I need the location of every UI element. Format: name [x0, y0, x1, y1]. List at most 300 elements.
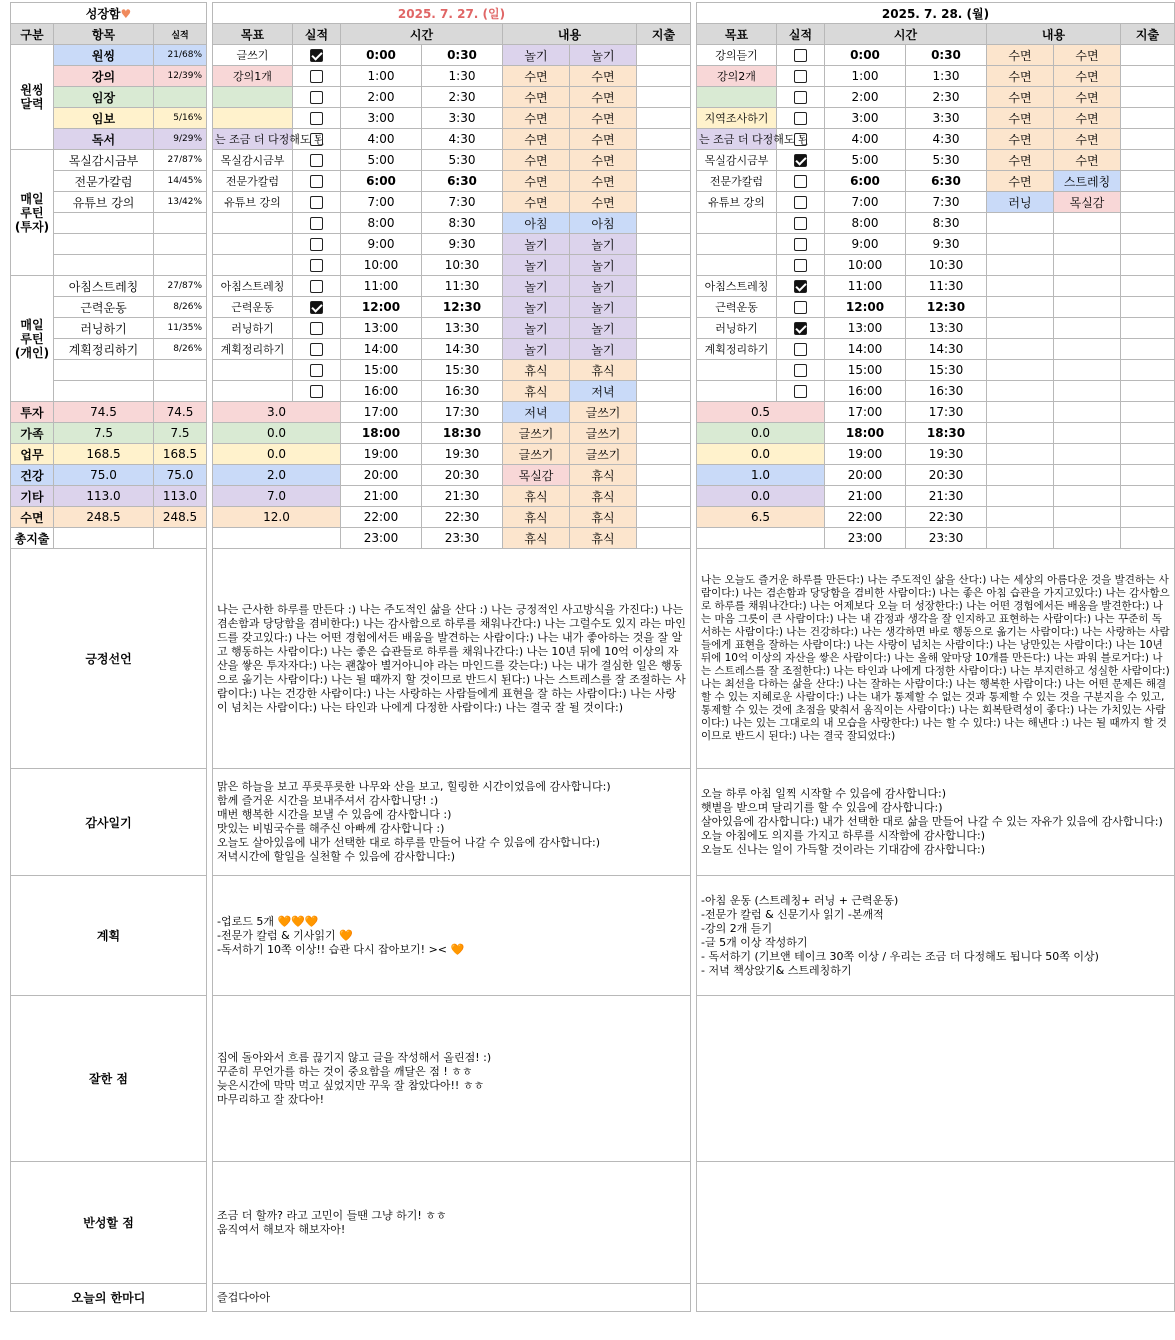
activity-cell[interactable]: 스트레칭 [1054, 171, 1121, 192]
activity-cell[interactable]: 휴식 [503, 360, 570, 381]
col-header-hangmok: 항목 [54, 24, 154, 45]
goal-cell[interactable]: 전문가칼럼 [697, 171, 777, 192]
expense-cell[interactable] [637, 297, 691, 318]
item-name[interactable] [54, 381, 154, 402]
checkbox[interactable] [794, 238, 807, 251]
expense-cell[interactable] [1121, 423, 1175, 444]
activity-cell[interactable]: 수면 [503, 171, 570, 192]
item-name[interactable]: 목실감시금부 [54, 150, 154, 171]
checkbox[interactable] [794, 280, 807, 293]
activity-cell[interactable]: 수면 [1054, 66, 1121, 87]
summary-label: 가족 [11, 423, 54, 444]
expense-cell[interactable] [1121, 339, 1175, 360]
time-cell [341, 297, 503, 318]
section-text-oneword[interactable] [697, 1284, 1175, 1312]
goal-cell[interactable]: 유튜브 강의 [697, 192, 777, 213]
activity-cell[interactable] [987, 465, 1054, 486]
item-name[interactable]: 아침스트레칭 [54, 276, 154, 297]
goal-cell[interactable] [697, 234, 777, 255]
section-text-plan[interactable]: -아침 운동 (스트레칭+ 러닝 + 근력운동) -전문가 칼럼 & 신문기사 읽기 -본깨적 -강의 2개 듣기 -글 5개 이상 작성하기 - 독서하기 (기브앤 테이크 30쪽 이상 / 우리는 조금 더 다정해도 됩니다 50쪽 이상) - 저녁 책상앉기& 스트레칭하기 [697, 876, 1175, 996]
goal-cell[interactable]: 전문가칼럼 [213, 171, 293, 192]
checkbox[interactable] [794, 196, 807, 209]
activity-cell[interactable]: 놀기 [503, 339, 570, 360]
summary-value-a: 168.5 [54, 444, 154, 465]
expense-cell[interactable] [1121, 381, 1175, 402]
time-end: 21:30 [444, 489, 480, 503]
activity-cell[interactable] [987, 234, 1054, 255]
activity-cell[interactable] [1054, 507, 1121, 528]
time-cell [341, 276, 503, 297]
activity-cell[interactable] [1054, 360, 1121, 381]
activity-cell[interactable]: 휴식 [503, 381, 570, 402]
section-row [213, 549, 691, 769]
checkbox[interactable] [794, 385, 807, 398]
activity-cell[interactable] [1054, 423, 1121, 444]
goal-cell[interactable] [213, 213, 293, 234]
activity-cell[interactable]: 놀기 [503, 318, 570, 339]
checkbox[interactable] [310, 280, 323, 293]
checkbox[interactable] [310, 343, 323, 356]
activity-cell[interactable] [987, 297, 1054, 318]
activity-cell[interactable]: 수면 [987, 150, 1054, 171]
activity-cell[interactable] [1054, 255, 1121, 276]
expense-cell[interactable] [1121, 465, 1175, 486]
activity-cell[interactable]: 수면 [570, 66, 637, 87]
activity-cell[interactable]: 수면 [570, 108, 637, 129]
activity-cell[interactable]: 수면 [570, 150, 637, 171]
expense-cell[interactable] [637, 255, 691, 276]
expense-cell[interactable] [637, 423, 691, 444]
expense-cell[interactable] [637, 507, 691, 528]
activity-cell[interactable]: 놀기 [503, 255, 570, 276]
expense-cell[interactable] [637, 465, 691, 486]
schedule-row [697, 171, 1175, 192]
activity-cell[interactable]: 저녁 [570, 381, 637, 402]
schedule-row [213, 339, 691, 360]
section-text-reflect[interactable]: 조금 더 할까? 라고 고민이 들땐 그냥 하기! ㅎㅎ 움직여서 해보자 해보자아! [213, 1162, 691, 1284]
activity-cell[interactable]: 글쓰기 [570, 444, 637, 465]
category-total: 7.0 [213, 486, 341, 507]
time-end: 7:30 [448, 195, 476, 209]
activity-cell[interactable]: 아침 [570, 213, 637, 234]
activity-cell[interactable]: 수면 [987, 87, 1054, 108]
activity-cell[interactable]: 휴식 [570, 507, 637, 528]
goal-cell[interactable] [697, 381, 777, 402]
goal-cell[interactable]: 글쓰기 [213, 45, 293, 66]
activity-cell[interactable] [1054, 213, 1121, 234]
checkbox[interactable] [310, 133, 323, 146]
item-name[interactable]: 근력운동 [54, 297, 154, 318]
goal-cell[interactable] [213, 87, 293, 108]
checkbox[interactable] [310, 385, 323, 398]
activity-cell[interactable]: 놀기 [503, 276, 570, 297]
time-pair [341, 297, 502, 317]
time-start: 22:00 [825, 507, 906, 527]
time-cell [341, 129, 503, 150]
goal-cell[interactable]: 강의1개 [213, 66, 293, 87]
activity-cell[interactable]: 휴식 [570, 486, 637, 507]
goal-cell[interactable]: 지역조사하기 [697, 108, 777, 129]
goal-cell[interactable] [213, 234, 293, 255]
activity-cell[interactable] [987, 339, 1054, 360]
summary-row [213, 507, 691, 528]
goal-cell[interactable] [697, 87, 777, 108]
col-header-expense: 지출 [1121, 24, 1175, 45]
item-stat: 13/42% [154, 192, 207, 213]
activity-cell[interactable]: 휴식 [503, 507, 570, 528]
time-pair [341, 318, 502, 338]
checkbox[interactable] [794, 322, 807, 335]
expense-cell[interactable] [637, 150, 691, 171]
item-name[interactable]: 임장 [54, 87, 154, 108]
goal-cell[interactable] [213, 255, 293, 276]
check-cell [777, 45, 825, 66]
activity-cell[interactable]: 수면 [987, 129, 1054, 150]
expense-cell[interactable] [1121, 255, 1175, 276]
activity-cell[interactable]: 수면 [987, 108, 1054, 129]
goal-cell[interactable]: 는 조금 더 다정해도 된 [213, 129, 293, 150]
checkbox[interactable] [310, 217, 323, 230]
activity-cell[interactable]: 수면 [570, 192, 637, 213]
goal-cell[interactable]: 목실감시금부 [213, 150, 293, 171]
goal-cell[interactable]: 목실감시금부 [697, 150, 777, 171]
summary-row [11, 465, 207, 486]
expense-cell[interactable] [1121, 192, 1175, 213]
expense-cell[interactable] [1121, 444, 1175, 465]
activity-cell[interactable]: 놀기 [503, 234, 570, 255]
checkbox[interactable] [310, 322, 323, 335]
checkbox[interactable] [310, 259, 323, 272]
expense-cell[interactable] [637, 192, 691, 213]
schedule-row [213, 297, 691, 318]
category-total: 0.0 [213, 423, 341, 444]
activity-cell[interactable]: 수면 [570, 171, 637, 192]
expense-cell[interactable] [1121, 171, 1175, 192]
activity-cell[interactable]: 글쓰기 [570, 402, 637, 423]
goal-cell[interactable] [213, 381, 293, 402]
goal-cell[interactable]: 러닝하기 [697, 318, 777, 339]
schedule-row [697, 381, 1175, 402]
expense-cell[interactable] [1121, 234, 1175, 255]
checkbox[interactable] [310, 154, 323, 167]
expense-cell[interactable] [637, 234, 691, 255]
expense-cell[interactable] [637, 66, 691, 87]
section-row [11, 769, 207, 876]
section-text-reflect[interactable] [697, 1162, 1175, 1284]
activity-cell[interactable] [987, 213, 1054, 234]
checkbox[interactable] [794, 112, 807, 125]
item-name[interactable]: 독서 [54, 129, 154, 150]
activity-cell[interactable]: 놀기 [570, 234, 637, 255]
activity-cell[interactable]: 휴식 [503, 528, 570, 549]
activity-cell[interactable]: 글쓰기 [570, 423, 637, 444]
time-pair [341, 381, 502, 401]
schedule-row [697, 297, 1175, 318]
activity-cell[interactable] [1054, 234, 1121, 255]
goal-cell[interactable] [697, 255, 777, 276]
goal-cell[interactable] [697, 213, 777, 234]
check-cell [293, 108, 341, 129]
goal-cell[interactable]: 러닝하기 [213, 318, 293, 339]
item-name[interactable] [54, 234, 154, 255]
checkbox[interactable] [310, 301, 323, 314]
category-total [697, 528, 825, 549]
expense-cell[interactable] [637, 213, 691, 234]
activity-cell[interactable]: 휴식 [570, 465, 637, 486]
expense-cell[interactable] [1121, 87, 1175, 108]
activity-cell[interactable]: 놀기 [570, 255, 637, 276]
expense-cell[interactable] [1121, 528, 1175, 549]
checkbox[interactable] [794, 91, 807, 104]
goal-cell[interactable]: 계획정리하기 [213, 339, 293, 360]
checkbox[interactable] [310, 364, 323, 377]
activity-cell[interactable] [987, 444, 1054, 465]
checkbox[interactable] [794, 259, 807, 272]
heart-icon: ♥ [120, 6, 132, 21]
activity-cell[interactable]: 수면 [570, 129, 637, 150]
item-name[interactable] [54, 360, 154, 381]
checkbox[interactable] [794, 133, 807, 146]
time-start: 9:00 [341, 234, 422, 254]
col-header-silcheok: 실적 [154, 24, 207, 45]
activity-cell[interactable]: 놀기 [570, 318, 637, 339]
activity-cell[interactable]: 휴식 [503, 486, 570, 507]
checkbox[interactable] [794, 343, 807, 356]
check-cell [777, 360, 825, 381]
expense-cell[interactable] [637, 87, 691, 108]
activity-cell[interactable] [987, 276, 1054, 297]
group-label: 매일 루틴 (개인) [11, 276, 54, 402]
activity-cell[interactable]: 놀기 [570, 339, 637, 360]
col-header-time: 시간 [341, 24, 503, 45]
expense-cell[interactable] [637, 318, 691, 339]
activity-cell[interactable] [1054, 276, 1121, 297]
section-label: 잘한 점 [11, 996, 207, 1162]
summary-label: 투자 [11, 402, 54, 423]
activity-cell[interactable]: 놀기 [570, 45, 637, 66]
goal-cell[interactable] [697, 360, 777, 381]
activity-cell[interactable] [987, 255, 1054, 276]
activity-cell[interactable] [987, 360, 1054, 381]
activity-cell[interactable]: 휴식 [570, 360, 637, 381]
activity-cell[interactable]: 수면 [1054, 108, 1121, 129]
expense-cell[interactable] [637, 528, 691, 549]
activity-cell[interactable]: 수면 [503, 150, 570, 171]
checkbox[interactable] [310, 91, 323, 104]
activity-cell[interactable]: 휴식 [570, 528, 637, 549]
checkbox[interactable] [794, 49, 807, 62]
activity-cell[interactable]: 수면 [987, 45, 1054, 66]
expense-cell[interactable] [1121, 213, 1175, 234]
goal-cell[interactable]: 는 조금 더 다정해도 된 [697, 129, 777, 150]
expense-cell[interactable] [637, 486, 691, 507]
activity-cell[interactable] [987, 486, 1054, 507]
activity-cell[interactable]: 러닝 [987, 192, 1054, 213]
time-cell [341, 108, 503, 129]
expense-cell[interactable] [1121, 360, 1175, 381]
expense-cell[interactable] [637, 171, 691, 192]
expense-cell[interactable] [637, 360, 691, 381]
section-text-oneword[interactable]: 즐겁다아아 [213, 1284, 691, 1312]
activity-cell[interactable]: 수면 [1054, 45, 1121, 66]
goal-cell[interactable]: 강의2개 [697, 66, 777, 87]
time-start: 2:00 [341, 87, 422, 107]
expense-cell[interactable] [1121, 66, 1175, 87]
category-total: 0.0 [697, 486, 825, 507]
activity-cell[interactable]: 놀기 [570, 297, 637, 318]
goal-cell[interactable]: 근력운동 [213, 297, 293, 318]
activity-cell[interactable]: 수면 [987, 171, 1054, 192]
time-pair [825, 108, 986, 128]
expense-cell[interactable] [1121, 108, 1175, 129]
activity-cell[interactable]: 수면 [1054, 87, 1121, 108]
checkbox[interactable] [310, 238, 323, 251]
expense-cell[interactable] [637, 444, 691, 465]
expense-cell[interactable] [637, 276, 691, 297]
activity-cell[interactable] [1054, 402, 1121, 423]
time-pair [825, 339, 986, 359]
activity-cell[interactable]: 수면 [503, 129, 570, 150]
item-stat: 27/87% [154, 150, 207, 171]
expense-cell[interactable] [637, 45, 691, 66]
item-name[interactable]: 계획정리하기 [54, 339, 154, 360]
section-text-good[interactable] [697, 996, 1175, 1162]
activity-cell[interactable]: 수면 [1054, 150, 1121, 171]
expense-cell[interactable] [1121, 45, 1175, 66]
expense-cell[interactable] [637, 402, 691, 423]
activity-cell[interactable] [1054, 444, 1121, 465]
activity-cell[interactable]: 놀기 [503, 45, 570, 66]
checkbox[interactable] [310, 196, 323, 209]
expense-cell[interactable] [1121, 402, 1175, 423]
activity-cell[interactable] [987, 318, 1054, 339]
expense-cell[interactable] [1121, 297, 1175, 318]
expense-cell[interactable] [637, 108, 691, 129]
schedule-row [213, 360, 691, 381]
activity-cell[interactable] [1054, 339, 1121, 360]
time-pair [341, 276, 502, 296]
activity-cell[interactable]: 수면 [503, 87, 570, 108]
goal-cell[interactable]: 강의듣기 [697, 45, 777, 66]
activity-cell[interactable] [1054, 318, 1121, 339]
item-name[interactable]: 강의 [54, 66, 154, 87]
section-text-gratitude[interactable]: 오늘 하루 아침 일찍 시작할 수 있음에 감사합니다:) 햇볕을 받으며 달리기를 할 수 있음에 감사합니다:) 살아있음에 감사합니다:) 내가 선택한 대로 삶을 만들어 나갈 수 있는 자유가 있음에 감사합니다:) 오늘 아침에도 의지를 가지고 하루를 시작함에 감사합니다:) 오늘도 신나는 일이 가득할 것이라는 기대감에 감사합니다:) [697, 769, 1175, 876]
expense-cell[interactable] [1121, 129, 1175, 150]
checkbox[interactable] [310, 70, 323, 83]
checkbox[interactable] [310, 112, 323, 125]
expense-cell[interactable] [1121, 276, 1175, 297]
section-text-affirmation[interactable]: 나는 근사한 하루를 만든다 :) 나는 주도적인 삶을 산다 :) 나는 긍정적인 사고방식을 가진다:) 나는 겸손함과 당당함을 겸비한다:) 나는 감사함으로 하루를 채워나간다:) 나는 그럴수도 있지 라는 마인드를 갖고있다:) 나는 어떤 경험에서든 배움을 발견하는 사람이다:) 나는 내가 좋아하는 것을 잘 알고 행동하는 사람이다:) 나는 좋은 습관들로 하루를 채워나간다:) 나는 10년 뒤에 10억 이상의 자산을 쌓은 투자자다:) 나는 괜찮아 별거아니야 라는 마인드를 갖는다:) 나는 내가 결심한 일은 행동으로 옮기는 사람이다:) 나는 될 때까지 할 것이므로 반드시 된다:) 나는 스트레스를 잘 조절하는 사람이다:) 나는 건강한 사람이다:) 나는 사랑하는 사람들에게 표현을 잘 하는 사람이다:) 나는 사랑이 넘치는 사람이다:) 나는 타인과 나에게 다정한 사람이다:) 나는 결국 잘 될 것이다:) [213, 549, 691, 769]
section-text-plan[interactable]: -업로드 5개 🧡🧡🧡 -전문가 칼럼 & 기사읽기 🧡 -독서하기 10쪽 이상!! 습관 다시 잡아보기! >< 🧡 [213, 876, 691, 996]
activity-cell[interactable]: 놀기 [570, 276, 637, 297]
item-stat: 9/29% [154, 129, 207, 150]
activity-cell[interactable]: 목실감 [503, 465, 570, 486]
section-text-good[interactable]: 집에 돌아와서 흐름 끊기지 않고 글을 작성해서 올린점! :) 꾸준히 무언가를 하는 것이 중요함을 깨달은 점 ! ㅎㅎ 늦은시간에 막막 먹고 싶었지만 꾸욱 잘 참았다아!! ㅎㅎ 마무리하고 잘 잤다아! [213, 996, 691, 1162]
activity-cell[interactable] [1054, 381, 1121, 402]
time-end: 16:30 [928, 384, 964, 398]
item-name[interactable]: 임보 [54, 108, 154, 129]
activity-cell[interactable]: 글쓰기 [503, 444, 570, 465]
time-end: 0:30 [931, 48, 961, 62]
section-row [697, 876, 1175, 996]
activity-cell[interactable] [987, 381, 1054, 402]
activity-cell[interactable]: 수면 [503, 192, 570, 213]
expense-cell[interactable] [1121, 507, 1175, 528]
goal-cell[interactable] [213, 360, 293, 381]
item-name[interactable] [54, 255, 154, 276]
goal-cell[interactable]: 유튜브 강의 [213, 192, 293, 213]
time-start: 11:00 [341, 276, 422, 296]
activity-cell[interactable] [987, 528, 1054, 549]
activity-cell[interactable]: 수면 [503, 108, 570, 129]
item-name[interactable]: 유튜브 강의 [54, 192, 154, 213]
date-header: 2025. 7. 28. (월) [697, 3, 1175, 24]
section-label: 오늘의 한마디 [11, 1284, 207, 1312]
checkbox[interactable] [794, 217, 807, 230]
activity-cell[interactable]: 수면 [987, 66, 1054, 87]
goal-cell[interactable]: 계획정리하기 [697, 339, 777, 360]
item-name[interactable]: 러닝하기 [54, 318, 154, 339]
time-end: 2:30 [448, 90, 476, 104]
activity-cell[interactable] [987, 507, 1054, 528]
activity-cell[interactable] [1054, 297, 1121, 318]
item-name[interactable]: 전문가칼럼 [54, 171, 154, 192]
checkbox[interactable] [794, 301, 807, 314]
activity-cell[interactable] [1054, 486, 1121, 507]
section-text-affirmation[interactable]: 나는 오늘도 즐거운 하루를 만든다:) 나는 주도적인 삶을 산다:) 나는 세상의 아름다운 것을 발견하는 사람이다:) 나는 겸손함과 당당함을 겸비한 사람이다:) 나는 좋은 아침 습관을 가지고있다:) 나는 감사함으로 하루를 채워나간다:) 나는 어제보다 오늘 더 성장한다:) 나는 어떤 경험에서든 배움을 발견한다:) 나는 마음 그릇이 큰 사람이다:) 나는 내 감정과 생각을 잘 인지하고 표현하는 사람이다:) 나는 꾸준히 독서하는 사람이다:) 나는 건강하다:) 나는 생각하면 바로 행동으로 옮기는 사람이다:) 나는 사랑하는 사람들에게 표현을 잘하는 사람이다:) 나는 사랑이 넘치는 사람이다:) 나는 낭만있는 사람이다:) 나는 10년 뒤에 10억 이상의 자산을 쌓은 사람이다:) 나는 올해 앞마당 10개를 만든다:) 나는 파워 블로거다:) 나는 스트레스를 잘 조절한다:) 나는 타인과 나에게 다정한 사람이다:) 나는 부지런하고 성실한 사람이다:) 나는 최선을 다하는 삶을 산다:) 나는 잘하는 사람이다:) 나는 행복한 사람이다:) 나는 어떤 문제든 해결할 수 있는 지혜로운 사람이다:) 나는 내가 통제할 수 없는 것과 통제할 수 있는 것을 구분지을 수 있고, 통제할 수 있는 것에 초점을 맞춰서 움직이는 사람이다:) 나는 회복탄력성이 좋다:) 나는 가치있는 사람이다:) 나는 있는 그대로의 내 모습을 사랑한다:) 나는 할 수 있다:) 나는 해낸다 :) 나는 될 때까지 할 것이므로 반드시 된다:) 나는 결국 잘되었다:) [697, 549, 1175, 769]
checkbox[interactable] [794, 364, 807, 377]
expense-cell[interactable] [637, 129, 691, 150]
activity-cell[interactable]: 글쓰기 [503, 423, 570, 444]
activity-cell[interactable]: 수면 [1054, 129, 1121, 150]
checkbox[interactable] [310, 49, 323, 62]
item-name[interactable] [54, 213, 154, 234]
checkbox[interactable] [794, 175, 807, 188]
section-text-gratitude[interactable]: 맑은 하늘을 보고 푸릇푸릇한 나무와 산을 보고, 힐링한 시간이었음에 감사합니다:) 함께 즐거운 시간을 보내주셔서 감사합니당! :) 매번 행복한 시간을 보낼 수 있음에 감사합니다 :) 맛있는 비빔국수를 해주신 아빠께 감사합니다 :) 오늘도 살아있음에 내가 선택한 대로 하루를 만들어 나갈 수 있음에 감사합니다:) 저녁시간에 할일을 실천할 수 있음에 감사합니다:) [213, 769, 691, 876]
activity-cell[interactable] [1054, 465, 1121, 486]
goal-cell[interactable]: 아침스트레칭 [213, 276, 293, 297]
time-end: 10:30 [928, 258, 964, 272]
activity-cell[interactable] [987, 402, 1054, 423]
activity-cell[interactable] [987, 423, 1054, 444]
checkbox[interactable] [794, 154, 807, 167]
schedule-row [697, 318, 1175, 339]
time-pair [341, 213, 502, 233]
expense-cell[interactable] [637, 381, 691, 402]
activity-cell[interactable]: 저녁 [503, 402, 570, 423]
expense-cell[interactable] [1121, 318, 1175, 339]
activity-cell[interactable] [1054, 528, 1121, 549]
checkbox[interactable] [310, 175, 323, 188]
summary-row [697, 528, 1175, 549]
goal-cell[interactable] [213, 108, 293, 129]
summary-value-b: 113.0 [154, 486, 207, 507]
time-cell [825, 318, 987, 339]
expense-cell[interactable] [1121, 150, 1175, 171]
expense-cell[interactable] [637, 339, 691, 360]
item-name[interactable]: 원씽 [54, 45, 154, 66]
expense-cell[interactable] [1121, 486, 1175, 507]
goal-cell[interactable]: 아침스트레칭 [697, 276, 777, 297]
section-row [213, 876, 691, 996]
activity-cell[interactable]: 목실감 [1054, 192, 1121, 213]
activity-cell[interactable]: 아침 [503, 213, 570, 234]
activity-cell[interactable]: 수면 [503, 66, 570, 87]
activity-cell[interactable]: 수면 [570, 87, 637, 108]
checkbox[interactable] [794, 70, 807, 83]
goal-cell[interactable]: 근력운동 [697, 297, 777, 318]
activity-cell[interactable]: 놀기 [503, 297, 570, 318]
